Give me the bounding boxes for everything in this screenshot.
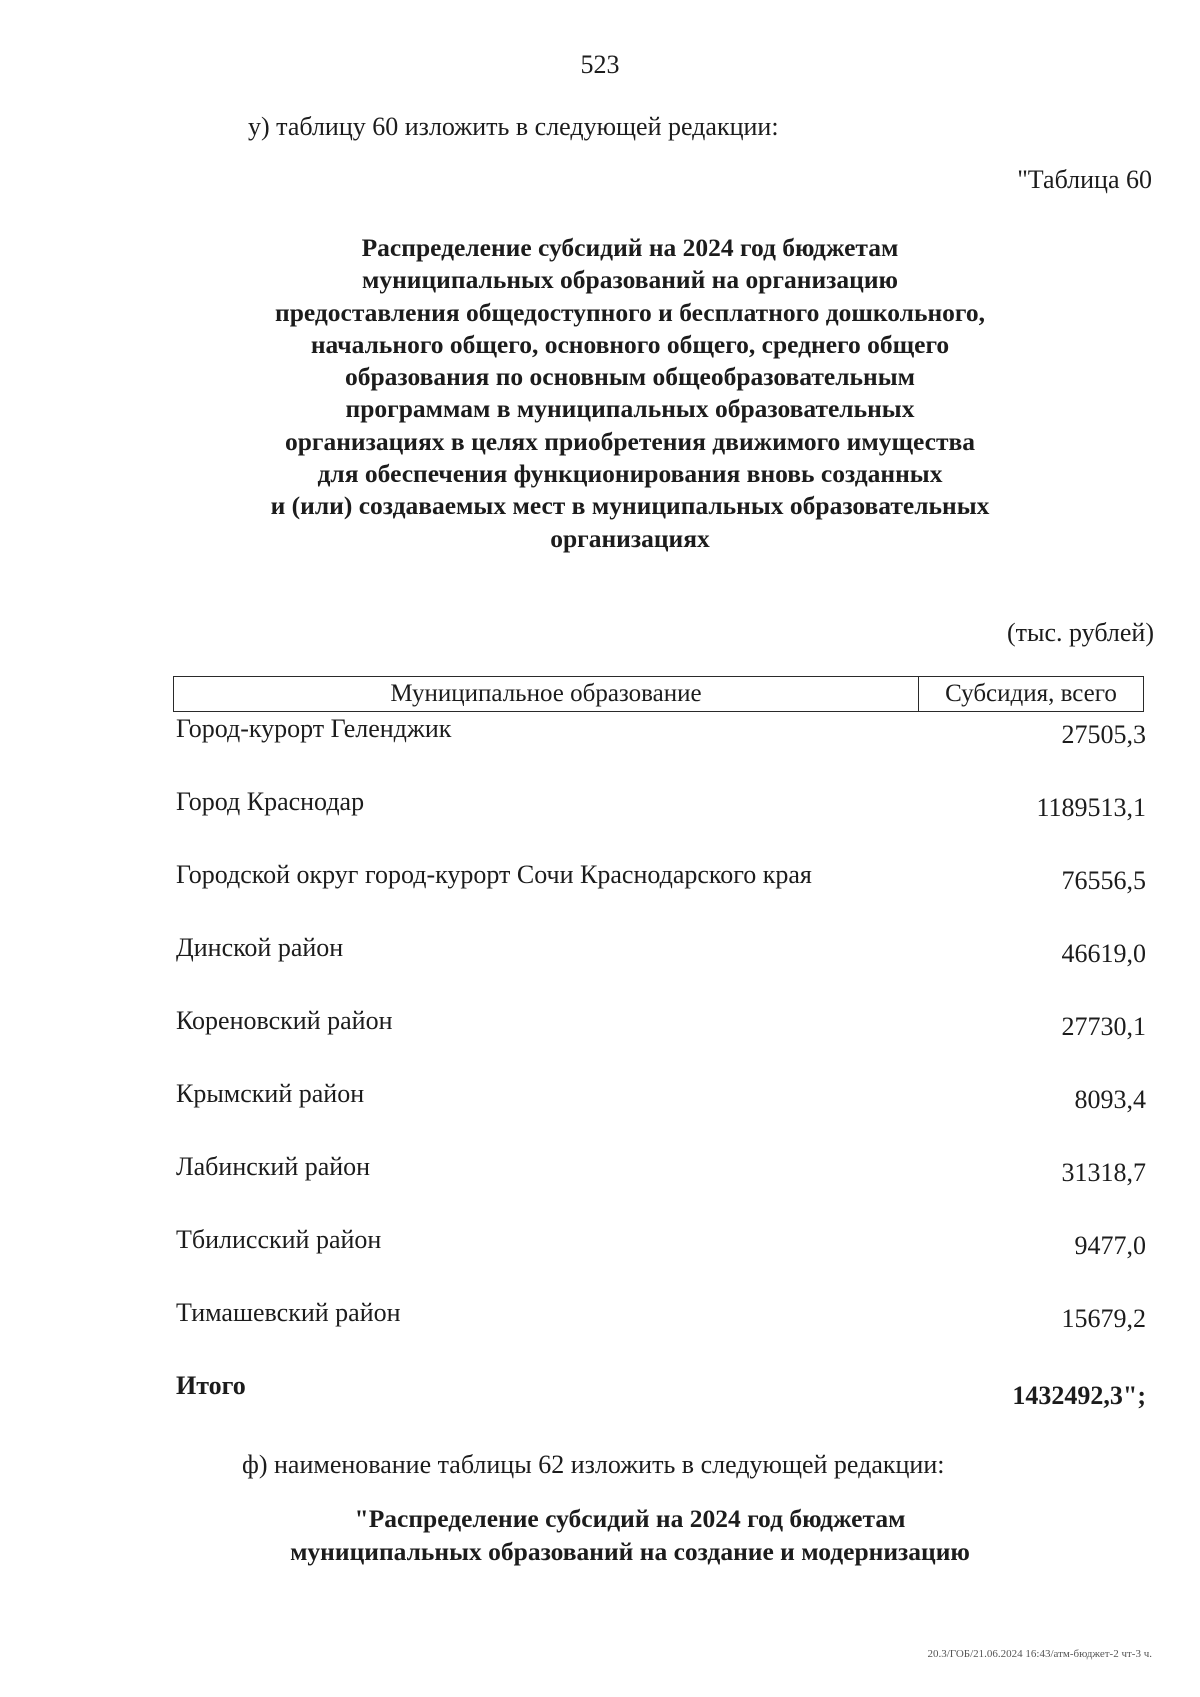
municipality-name: Динской район: [176, 933, 344, 962]
table-title: [200, 232, 1060, 555]
municipality-name: Город-курорт Геленджик: [176, 714, 452, 743]
document-footer-code: 20.3/ГОБ/21.06.2024 16:43/атм-бюджет-2 чт-3 ч.: [927, 1648, 1152, 1660]
table-row: [176, 931, 1146, 1004]
next-amendment-text: ф) наименование таблицы 62 изложить в следующей редакции:: [242, 1450, 945, 1479]
title-line: программам в муниципальных образовательных: [345, 394, 915, 424]
column-header-municipality: Муниципальное образование: [174, 677, 919, 711]
total-row: [176, 1369, 1146, 1442]
table-header: [173, 676, 1144, 712]
next-title-line: муниципальных образований на создание и модернизацию: [290, 1537, 970, 1566]
subsidy-value: 27505,3: [1061, 720, 1146, 749]
table-row: [176, 858, 1146, 931]
table-row: [176, 1223, 1146, 1296]
next-title-line: "Распределение субсидий на 2024 год бюджетам: [354, 1504, 906, 1533]
title-line: начального общего, основного общего, среднего общего: [310, 329, 950, 359]
title-line: и (или) создаваемых мест в муниципальных образовательных: [270, 491, 990, 521]
municipality-name: Тбилисский район: [176, 1225, 382, 1254]
subsidy-value: 27730,1: [1061, 1012, 1146, 1041]
table-reference: "Таблица 60: [1017, 165, 1152, 194]
subsidy-value: 46619,0: [1061, 939, 1146, 968]
table-row: [176, 1004, 1146, 1077]
municipality-name: Тимашевский район: [176, 1298, 401, 1327]
table-row: [176, 785, 1146, 858]
subsidy-value: 9477,0: [1074, 1231, 1146, 1260]
table-row: [176, 1077, 1146, 1150]
table-row: [176, 712, 1146, 785]
subsidy-value: 76556,5: [1061, 866, 1146, 895]
total-label: Итого: [176, 1371, 246, 1400]
table-row: [176, 1150, 1146, 1223]
subsidy-value: 15679,2: [1061, 1304, 1146, 1333]
table-body: [176, 712, 1146, 1442]
title-line: образования по основным общеобразовательным: [345, 362, 915, 392]
title-line: муниципальных образований на организацию: [361, 265, 899, 295]
amendment-intro-text: у) таблицу 60 изложить в следующей редакции:: [248, 112, 779, 141]
municipality-name: Городской округ город-курорт Сочи Краснодарского края: [176, 860, 812, 889]
title-line: организациях: [550, 523, 710, 553]
title-line: предоставления общедоступного и бесплатного дошкольного,: [275, 297, 985, 327]
column-header-subsidy: Субсидия, всего: [945, 680, 1117, 707]
municipality-name: Лабинский район: [176, 1152, 371, 1181]
title-line: для обеспечения функционирования вновь созданных: [317, 459, 943, 489]
units-label: (тыс. рублей): [1006, 618, 1154, 647]
municipality-name: Город Краснодар: [176, 787, 365, 816]
table-row: [176, 1296, 1146, 1369]
municipality-name: Крымский район: [176, 1079, 365, 1108]
next-table-title: [200, 1502, 1060, 1568]
title-line: организациях в целях приобретения движимого имущества: [284, 426, 976, 456]
municipality-name: Кореновский район: [176, 1006, 393, 1035]
subsidy-value: 1189513,1: [1036, 793, 1146, 822]
page-number: 523: [580, 50, 620, 79]
subsidy-value: 8093,4: [1074, 1085, 1146, 1114]
subsidy-value: 31318,7: [1061, 1158, 1146, 1187]
title-line: Распределение субсидий на 2024 год бюджетам: [361, 233, 899, 262]
total-value: 1432492,3";: [1012, 1381, 1146, 1410]
